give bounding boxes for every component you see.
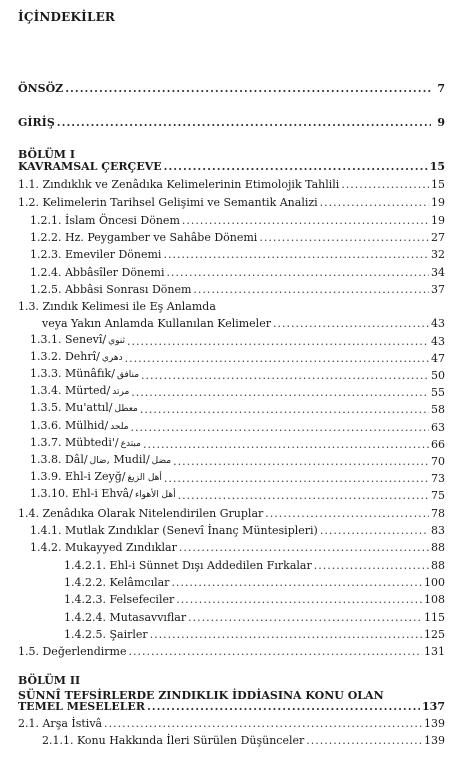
arabic-term: ملحد [110, 422, 129, 432]
toc-entry[interactable]: 1.4.2.3. Felsefeciler ..... 108 [18, 591, 445, 606]
toc-entry[interactable]: 2.1.1. Konu Hakkında İleri Sürülen Düşünceler ..... 139 [18, 732, 445, 747]
toc-entry[interactable]: 1.2.3. Emeviler Dönemi ..... 32 [18, 246, 445, 261]
toc-entry[interactable]: 1.2.1. İslam Öncesi Dönem ..... 19 [18, 212, 445, 227]
toc-entry[interactable]: 1.3.7. Mübtedi'/ مبتدع ..... 66 [18, 436, 445, 451]
toc-entry[interactable]: 1.4. Zenâdıka Olarak Nitelendirilen Gruplar ..... 78 [18, 505, 445, 520]
toc-entry[interactable]: 1.1. Zındıklık ve Zenâdıka Kelimelerinin Etimolojik Tahlili ..... 15 [18, 176, 445, 191]
arabic-term: مبتدع [120, 439, 141, 449]
arabic-term: مضل [151, 456, 172, 466]
toc-entry[interactable]: 1.2.4. Abbâsîler Dönemi ..... 34 [18, 264, 445, 279]
arabic-term: معطل [114, 404, 138, 414]
toc-entry-page: 9 [437, 116, 445, 129]
toc-entry[interactable]: 1.4.2.2. Kelâmcılar ..... 100 [18, 574, 445, 589]
toc-entry[interactable]: 1.3.10. Ehl-i Ehvâ/ أهل الأهواء ..... 75 [18, 487, 445, 502]
toc-entry-giris[interactable] [18, 114, 445, 129]
toc-entry[interactable]: 1.2.2. Hz. Peygamber ve Sahâbe Dönemi ..... 27 [18, 229, 445, 244]
toc-entry[interactable]: 1.3.3. Münâfık/ منافق ..... 50 [18, 367, 445, 382]
toc-entry[interactable]: 1.3.2. Dehrî/ دهري ..... 47 [18, 350, 445, 365]
toc-entry[interactable]: 1.2. Kelimelerin Tarihsel Gelişimi ve Semantik Analizi ..... 19 [18, 194, 445, 209]
toc-entry[interactable]: 1.3.9. Ehl-i Zeyğ/ أهل الزيغ ..... 73 [18, 470, 445, 485]
page-title: İÇİNDEKİLER [18, 10, 116, 24]
toc-entry[interactable]: 1.5. Değerlendirme ..... 131 [18, 643, 445, 658]
toc-entry[interactable]: 1.3.1. Senevî/ ثنوي ..... 43 [18, 333, 445, 348]
arabic-term: ضال [89, 456, 107, 466]
toc-entry-page: 7 [437, 82, 445, 95]
toc-entry[interactable]: 1.3. Zındık Kelimesi ile Eş Anlamda [18, 300, 216, 313]
toc-entry[interactable]: 1.3.6. Mülhid/ ملحد ..... 63 [18, 419, 445, 434]
toc-entry[interactable]: 1.4.2.5. Şairler ..... 125 [18, 626, 445, 641]
toc-entry[interactable]: 1.3.8. Dâl/ ضال, Mudil/ مضل ..... 70 [18, 453, 445, 468]
toc-entry[interactable]: 1.4.1. Mutlak Zındıklar (Senevî İnanç Müntesipleri) ..... 83 [18, 522, 445, 537]
section-heading-bolum-1: BÖLÜM I [18, 148, 75, 161]
arabic-term: مرتد [112, 387, 130, 397]
arabic-term: أهل الزيغ [127, 473, 162, 483]
toc-entry[interactable]: KAVRAMSAL ÇERÇEVE ..... 15 [18, 158, 445, 173]
toc-entry[interactable]: TEMEL MESELELER ..... 137 [18, 698, 445, 713]
toc-entry[interactable]: 1.4.2.4. Mutasavvıflar ..... 115 [18, 609, 445, 624]
toc-entry-label: GİRİŞ [18, 116, 55, 129]
arabic-term: دهري [101, 353, 123, 363]
toc-entry[interactable]: 1.3.4. Mürted/ مرتد ..... 55 [18, 384, 445, 399]
toc-entry[interactable]: 1.4.2.1. Ehl-i Sünnet Dışı Addedilen Fırkalar ..... 88 [18, 557, 445, 572]
section-subheading-bolum-2: SÜNNÎ TEFSİRLERDE ZINDIKLIK İDDİASINA KONU OLAN [18, 689, 384, 702]
toc-entry[interactable]: 1.4.2. Mukayyed Zındıklar ..... 88 [18, 539, 445, 554]
toc-entry-onsoz[interactable] [18, 80, 445, 95]
toc-entry[interactable]: 1.2.5. Abbâsi Sonrası Dönem ..... 37 [18, 281, 445, 296]
toc-entry[interactable]: 2.1. Arşa İstivâ ..... 139 [18, 715, 445, 730]
toc-entry-label: ÖNSÖZ [18, 82, 64, 95]
arabic-term: ثنوي [108, 336, 125, 346]
toc-entry[interactable]: veya Yakın Anlamda Kullanılan Kelimeler ..... 43 [18, 315, 445, 330]
section-heading-bolum-2: BÖLÜM II [18, 674, 81, 687]
arabic-term: منافق [116, 370, 140, 380]
arabic-term: أهل الأهواء [134, 490, 176, 500]
toc-entry[interactable]: 1.3.5. Mu'attıl/ معطل ..... 58 [18, 401, 445, 416]
